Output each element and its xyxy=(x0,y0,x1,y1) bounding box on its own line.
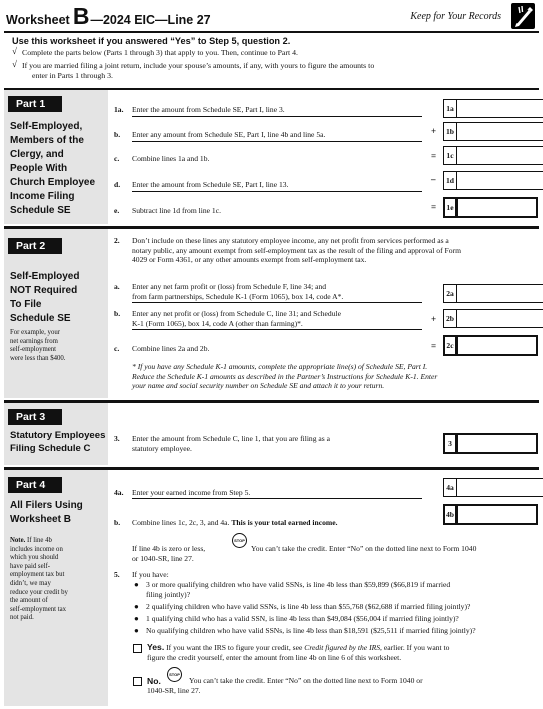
worksheet-letter: B xyxy=(72,3,90,29)
intro-text-1: Complete the parts below (Parts 1 through 3) that apply to you. Then, continue to Part 4. xyxy=(22,48,298,57)
line-1c: c. Combine lines 1a and 1b. xyxy=(114,154,210,163)
line-2b-rule xyxy=(132,329,422,330)
zero-text-2: You can’t take the credit. Enter “No” on the dotted line next to Form 1040 xyxy=(251,544,477,553)
box-3-label: 3 xyxy=(443,433,457,454)
op-plus: + xyxy=(431,314,437,324)
part2-title: Self-Employed NOT Required To File Schedule SE xyxy=(10,271,80,324)
line-1b: b. Enter any amount from Schedule SE, Part I, line 4b and line 5a. xyxy=(114,130,326,139)
part2-note: For example, your net earnings from self-employment were less than $400. xyxy=(10,329,66,362)
box-1e-amount[interactable] xyxy=(456,197,538,218)
box-1d-label: 1d xyxy=(443,171,457,190)
check-icon: √ xyxy=(12,46,17,56)
box-4b-label: 4b xyxy=(443,504,457,525)
yes-checkbox[interactable] xyxy=(133,644,142,653)
no-text-2: 1040-SR, line 27. xyxy=(147,686,201,695)
box-1c-label: 1c xyxy=(443,146,457,165)
worksheet-subtitle: —2024 EIC—Line 27 xyxy=(90,13,211,27)
line-1e: e. Subtract line 1d from line 1c. xyxy=(114,206,221,215)
line-2a: a. Enter any net farm profit or (loss) from Schedule F, line 34; and from farm partnerships, Schedule K-1 (Form 1065), box 14, code A*. xyxy=(114,282,344,301)
op-minus: – xyxy=(431,174,436,184)
box-2a-amount[interactable] xyxy=(456,284,543,303)
box-2b-label: 2b xyxy=(443,309,457,328)
line-1a: 1a. Enter the amount from Schedule SE, Part I, line 3. xyxy=(114,105,285,114)
part4-title: All Filers Using Worksheet B xyxy=(10,500,83,525)
line-1d: d. Enter the amount from Schedule SE, Part I, line 13. xyxy=(114,180,289,189)
line-3: 3. Enter the amount from Schedule C, line 1, that you are filing as a statutory employee. xyxy=(114,434,331,453)
no-text-1: You can’t take the credit. Enter “No” on the dotted line next to Form 1040 or xyxy=(189,676,423,685)
pencil-icon xyxy=(511,3,535,29)
box-2b-amount[interactable] xyxy=(456,309,543,328)
box-2c-label: 2c xyxy=(443,335,457,356)
box-1a-amount[interactable] xyxy=(456,99,543,118)
intro-text-2b: enter in Parts 1 through 3. xyxy=(32,71,113,80)
worksheet-word: Worksheet xyxy=(6,13,70,27)
keep-for-records: Keep for Your Records xyxy=(410,11,501,22)
box-1b-amount[interactable] xyxy=(456,122,543,141)
bullet-2-children: ● 2 qualifying children who have valid SSNs, is line 4b less than $55,768 ($62,688 if married filing jointly)? xyxy=(146,602,536,612)
line-1b-rule xyxy=(132,141,422,142)
no-label: No. xyxy=(147,676,161,686)
intro-check-1 xyxy=(12,46,512,58)
box-3-amount[interactable] xyxy=(456,433,538,454)
box-2c-amount[interactable] xyxy=(456,335,538,356)
box-1c-amount[interactable] xyxy=(456,146,543,165)
intro-check-2 xyxy=(12,59,512,71)
check-icon: √ xyxy=(12,59,17,69)
box-4a-label: 4a xyxy=(443,478,457,497)
line-4b: b. Combine lines 1c, 2c, 3, and 4a. This is your total earned income. xyxy=(114,518,338,527)
line-2c: c. Combine lines 2a and 2b. xyxy=(114,344,210,353)
line-2b: b. Enter any net profit or (loss) from Schedule C, line 31; and Schedule K-1 (Form 1065), box 14, code A (other than farming)*. xyxy=(114,309,341,328)
worksheet-title xyxy=(6,5,211,28)
op-equals: = xyxy=(431,151,437,161)
bullet-no-children: ● No qualifying children who have valid SSNs, is line 4b less than $18,591 ($25,511 if married filing jointly)? xyxy=(146,626,536,636)
stop-icon: STOP xyxy=(167,667,182,682)
part1-title: Self-Employed, Members of the Clergy, and People With Church Employee Income Filing Schedule SE xyxy=(10,121,96,216)
part3-title: Statutory Employees Filing Schedule C xyxy=(10,430,106,454)
box-1d-amount[interactable] xyxy=(456,171,543,190)
op-equals: = xyxy=(431,202,437,212)
intro-text-2a: If you are married filing a joint return, include your spouse’s amounts, if any, with yours to figure the amounts to xyxy=(22,61,375,70)
line-4a-rule xyxy=(132,498,422,499)
part4-tab: Part 4 xyxy=(8,477,62,493)
part3-tab: Part 3 xyxy=(8,409,62,425)
intro-heading: Use this worksheet if you answered “Yes” to Step 5, question 2. xyxy=(12,36,291,46)
zero-text-1: If line 4b is zero or less, xyxy=(132,544,206,553)
op-equals: = xyxy=(431,341,437,351)
box-4b-amount[interactable] xyxy=(456,504,538,525)
part1-tab: Part 1 xyxy=(8,96,62,112)
bullet-3-children: ● 3 or more qualifying children who have valid SSNs, is line 4b less than $59,899 ($66,819 if married filing jointly)? xyxy=(146,580,536,599)
line-1a-rule xyxy=(132,116,422,117)
no-checkbox[interactable] xyxy=(133,677,142,686)
line-4a: 4a. Enter your earned income from Step 5. xyxy=(114,488,251,497)
line-1d-rule xyxy=(132,191,422,192)
op-plus: + xyxy=(431,126,437,136)
part2-tab: Part 2 xyxy=(8,238,62,254)
box-2a-label: 2a xyxy=(443,284,457,303)
part2-footnote: * If you have any Schedule K-1 amounts, complete the appropriate line(s) of Schedule SE, Part I. Reduce the Schedule K-1 amounts as described in the Partner’s Instructions for Schedule K-1. Enter your name and social security number on Schedule SE and attach it to your return. xyxy=(132,362,438,391)
box-4a-amount[interactable] xyxy=(456,478,543,497)
part4-note: Note. If line 4b includes income on which you should have paid self- employment tax but didn’t, we may reduce your credit by the amount of self-employment tax not paid. xyxy=(10,537,68,622)
box-1b-label: 1b xyxy=(443,122,457,141)
zero-text-3: or 1040-SR, line 27. xyxy=(132,554,194,563)
header-rule xyxy=(4,31,539,33)
bullet-1-child: ● 1 qualifying child who has a valid SSN, is line 4b less than $49,084 ($56,004 if married filing jointly)? xyxy=(146,614,536,624)
stop-icon: STOP xyxy=(232,533,247,548)
line-2-instructions: 2. Don’t include on these lines any statutory employee income, any net profit from services performed as a notary public, any amount exempt from self-employment tax as the result of the filing and approval of Form 4029 or Form 4361, or any other amounts exempt from self-employment tax. xyxy=(114,236,461,265)
box-1a-label: 1a xyxy=(443,99,457,118)
line-5: 5. If you have: xyxy=(114,570,169,579)
line-2a-rule xyxy=(132,302,422,303)
yes-text: Yes. If you want the IRS to figure your credit, see Credit figured by the IRS, earlier. If you want to figure the credit yourself, enter the amount from line 4b on line 6 of this worksheet. xyxy=(147,642,450,662)
box-1e-label: 1e xyxy=(443,197,457,218)
